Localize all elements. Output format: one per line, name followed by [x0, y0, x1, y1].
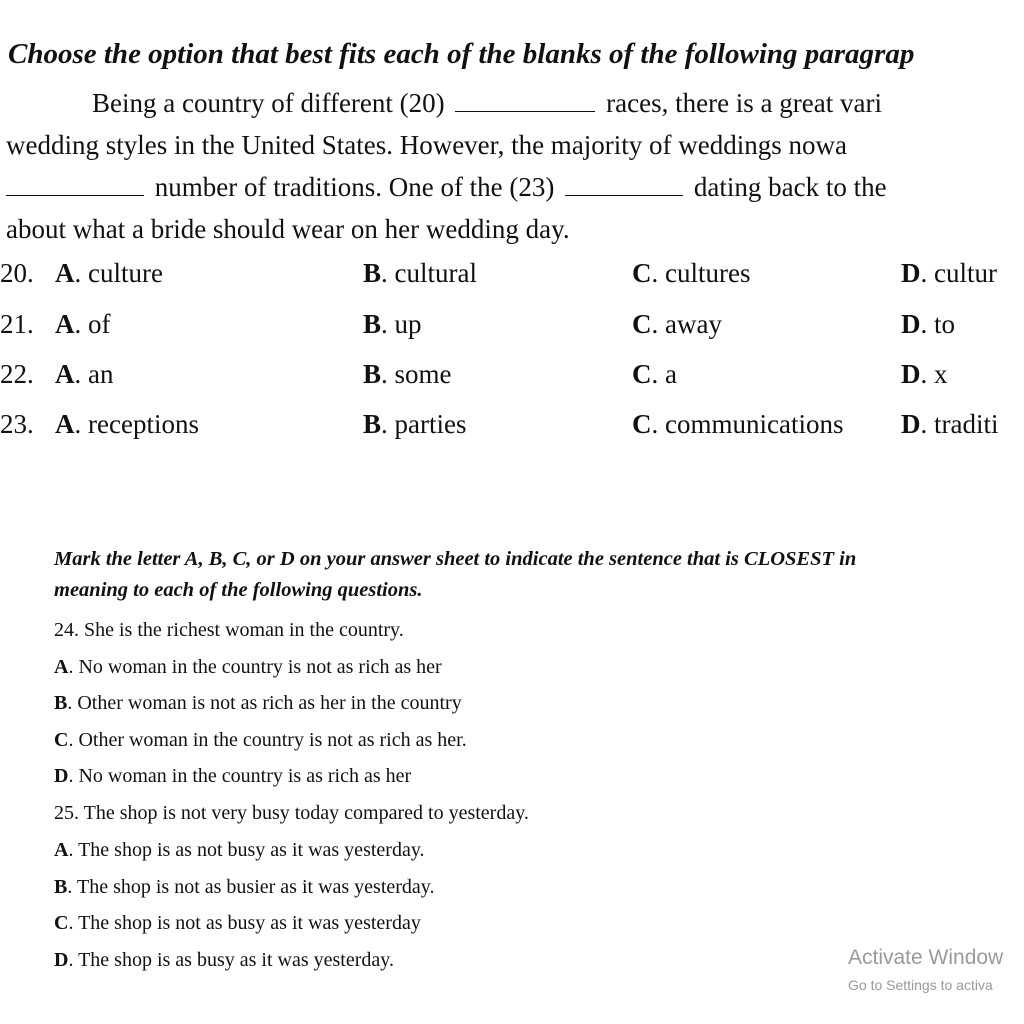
option-text: . x	[920, 359, 948, 389]
option-text: . The shop is as busy as it was yesterday.	[68, 949, 394, 971]
blank-20	[455, 89, 595, 112]
option-letter: A	[54, 839, 69, 861]
question-25-option-d	[54, 949, 394, 972]
question-25-option-a	[54, 839, 425, 862]
option-letter: A	[54, 656, 69, 678]
option-text: . Other woman is not as rich as her in the country	[67, 692, 462, 714]
option-text: . Other woman in the country is not as rich as her.	[68, 729, 467, 751]
question-23-option-b	[363, 409, 467, 440]
paragraph-text: races, there is a great vari	[606, 88, 882, 118]
option-letter: D	[54, 949, 69, 971]
option-letter: D	[901, 258, 921, 288]
blank-22	[6, 173, 144, 196]
option-letter: A	[55, 359, 75, 389]
question-number: 20.	[0, 258, 34, 288]
question-24-option-d	[54, 765, 411, 788]
option-text: . culture	[74, 258, 163, 288]
question-24-option-a	[54, 656, 442, 679]
option-text: . No woman in the country is as rich as her	[68, 765, 412, 787]
option-text: . parties	[381, 409, 467, 439]
option-letter: A	[55, 309, 75, 339]
question-24-prompt: 24. She is the richest woman in the country.	[54, 619, 404, 641]
activation-watermark-title: Activate Window	[848, 946, 1004, 969]
question-20-option-a	[55, 258, 163, 289]
question-21-option-b	[363, 309, 422, 340]
question-21-option-c	[632, 309, 722, 340]
question-21-option-d	[901, 309, 955, 340]
paragraph-line-3	[6, 172, 887, 203]
option-letter: D	[901, 409, 921, 439]
question-20-option-b	[363, 258, 477, 289]
paragraph-text: number of traditions. One of the (23)	[154, 172, 555, 202]
option-letter: C	[632, 409, 652, 439]
option-letter: C	[54, 912, 69, 934]
question-23-option-c	[632, 409, 843, 440]
option-letter: D	[901, 309, 921, 339]
question-21-option-a	[55, 309, 111, 340]
question-number: 23.	[0, 409, 34, 439]
option-letter: D	[54, 765, 69, 787]
option-text: . The shop is not as busier as it was yesterday.	[67, 876, 435, 898]
paragraph-line-4: about what a bride should wear on her wedding day.	[6, 214, 570, 244]
option-letter: B	[363, 309, 382, 339]
option-text: . some	[381, 359, 452, 389]
question-number: 22.	[0, 359, 34, 389]
question-22-option-a	[55, 359, 113, 390]
option-text: . to	[920, 309, 956, 339]
option-text: . up	[381, 309, 422, 339]
option-letter: A	[55, 258, 75, 288]
option-text: . away	[651, 309, 722, 339]
question-22-option-b	[363, 359, 452, 390]
question-24-option-c	[54, 729, 467, 752]
paragraph-line-1	[92, 88, 882, 119]
blank-23	[565, 173, 683, 196]
question-23-option-a	[55, 409, 199, 440]
option-text: . of	[74, 309, 111, 339]
option-text: . traditi	[920, 409, 999, 439]
question-25-option-c	[54, 912, 421, 935]
option-text: . The shop is as not busy as it was yesterday.	[68, 839, 425, 861]
section2-heading-line-1: Mark the letter A, B, C, or D on your answer sheet to indicate the sentence that is CLOSEST in	[54, 548, 857, 570]
activation-watermark-subtitle: Go to Settings to activa	[848, 977, 993, 993]
paragraph-text: dating back to the	[693, 172, 887, 202]
option-text: . a	[651, 359, 677, 389]
option-text: . cultural	[381, 258, 477, 288]
question-22-option-d	[901, 359, 948, 390]
paragraph-line-2: wedding styles in the United States. However, the majority of weddings nowa	[6, 130, 848, 160]
question-number: 21.	[0, 309, 34, 339]
option-letter: B	[363, 258, 382, 288]
section2-heading-line-2: meaning to each of the following questions.	[54, 579, 423, 601]
paragraph-text: Being a country of different (20)	[92, 88, 445, 118]
option-text: . an	[74, 359, 114, 389]
question-24-option-b	[54, 692, 462, 715]
option-text: . The shop is not as busy as it was yesterday	[68, 912, 421, 934]
question-22-option-c	[632, 359, 677, 390]
option-text: . receptions	[74, 409, 199, 439]
option-letter: B	[54, 692, 68, 714]
option-letter: C	[632, 359, 652, 389]
question-23-option-d	[901, 409, 998, 440]
option-letter: C	[632, 309, 652, 339]
option-letter: B	[363, 359, 382, 389]
option-text: . No woman in the country is not as rich as her	[68, 656, 442, 678]
option-letter: A	[55, 409, 75, 439]
option-text: . cultur	[920, 258, 997, 288]
question-20-option-c	[632, 258, 750, 289]
option-text: . communications	[651, 409, 844, 439]
question-25-option-b	[54, 876, 435, 899]
option-letter: C	[632, 258, 652, 288]
option-letter: B	[363, 409, 382, 439]
option-text: . cultures	[651, 258, 751, 288]
question-20-option-d	[901, 258, 997, 289]
option-letter: D	[901, 359, 921, 389]
section-heading: Choose the option that best fits each of the blanks of the following paragrap	[8, 38, 915, 70]
option-letter: B	[54, 876, 68, 898]
question-25-prompt: 25. The shop is not very busy today compared to yesterday.	[54, 802, 529, 824]
option-letter: C	[54, 729, 69, 751]
